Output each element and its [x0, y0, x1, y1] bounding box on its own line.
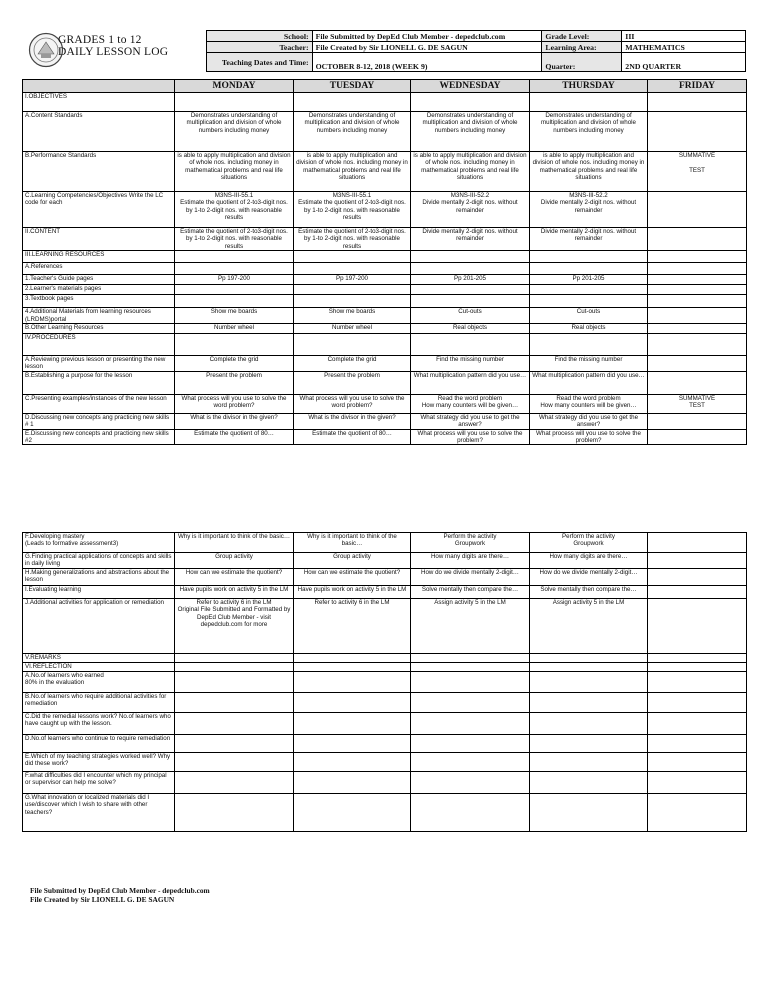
school-value: File Submitted by DepEd Club Member - depedclub.com: [312, 31, 542, 42]
day-cell-friday: [648, 771, 747, 793]
day-cell-thursday: [530, 793, 648, 831]
day-cell-friday: [648, 692, 747, 712]
row-label: IV.PROCEDURES: [23, 334, 175, 356]
day-cell-friday: SUMMATIVE TEST: [648, 152, 747, 192]
day-cell-thursday: M3NS-III-52.2 Divide mentally 2-digit nos. without remainder: [530, 192, 648, 228]
table-row: [23, 413, 747, 429]
table-row: [23, 553, 747, 569]
school-label: School:: [207, 31, 313, 42]
day-cell-monday: [175, 771, 294, 793]
day-cell-thursday: [530, 263, 648, 275]
day-cell-friday: [648, 93, 747, 112]
day-header-monday: MONDAY: [175, 80, 294, 93]
day-header-blank: [23, 80, 175, 93]
table-row: [23, 662, 747, 671]
day-cell-monday: [175, 662, 294, 671]
day-header-wednesday: WEDNESDAY: [411, 80, 530, 93]
day-cell-friday: [648, 334, 747, 356]
day-cell-friday: [648, 734, 747, 752]
teacher-value: File Created by Sir LIONELL G. DE SAGUN: [312, 42, 542, 53]
day-cell-tuesday: [294, 752, 411, 771]
day-cell-friday: SUMMATIVE TEST: [648, 394, 747, 413]
day-cell-tuesday: What process will you use to solve the word problem?: [294, 394, 411, 413]
day-cell-tuesday: [294, 671, 411, 692]
day-cell-thursday: Solve mentally then compare the…: [530, 585, 648, 598]
day-cell-friday: [648, 598, 747, 653]
day-cell-monday: [175, 285, 294, 295]
row-label: 2.Learner's materials pages: [23, 285, 175, 295]
day-cell-friday: [648, 324, 747, 334]
day-cell-thursday: [530, 752, 648, 771]
dates-value: OCTOBER 8-12, 2018 (WEEK 9): [312, 53, 542, 72]
row-label: A.References: [23, 263, 175, 275]
day-cell-tuesday: Refer to activity 6 in the LM: [294, 598, 411, 653]
row-label: C.Learning Competencies/Objectives Write the LC code for each: [23, 192, 175, 228]
table-row: [23, 112, 747, 152]
day-cell-wednesday: Demonstrates understanding of multiplication and division of whole numbers including money: [411, 112, 530, 152]
day-cell-wednesday: Read the word problem How many counters will be given…: [411, 394, 530, 413]
day-cell-monday: Show me boards: [175, 308, 294, 324]
day-cell-friday: [648, 308, 747, 324]
day-cell-friday: [648, 251, 747, 263]
day-cell-friday: [648, 371, 747, 394]
day-cell-monday: Group activity: [175, 553, 294, 569]
day-cell-wednesday: Perform the activity Groupwork: [411, 533, 530, 553]
row-label: VI.REFLECTION: [23, 662, 175, 671]
day-cell-tuesday: Have pupils work on activity 5 in the LM: [294, 585, 411, 598]
day-cell-thursday: [530, 285, 648, 295]
row-label: B.No.of learners who require additional activities for remediation: [23, 692, 175, 712]
day-cell-monday: Number wheel: [175, 324, 294, 334]
day-cell-monday: Estimate the quotient of 2-to3-digit nos. by 1-to 2-digit nos. with reasonable results: [175, 228, 294, 251]
day-cell-wednesday: Real objects: [411, 324, 530, 334]
day-cell-friday: [648, 295, 747, 308]
day-cell-monday: [175, 295, 294, 308]
table-row: [23, 429, 747, 445]
day-cell-wednesday: What strategy did you use to get the answer?: [411, 413, 530, 429]
day-cell-thursday: [530, 251, 648, 263]
day-cell-friday: [648, 533, 747, 553]
day-cell-monday: How can we estimate the quotient?: [175, 568, 294, 585]
info-table: [206, 30, 746, 72]
day-cell-thursday: [530, 692, 648, 712]
lesson-table-part-1: [22, 79, 747, 445]
teacher-label: Teacher:: [207, 42, 313, 53]
table-row: [23, 334, 747, 356]
row-label: 1.Teacher's Guide pages: [23, 275, 175, 285]
footer: [30, 886, 210, 904]
day-cell-tuesday: M3NS-III-55.1 Estimate the quotient of 2-to3-digit nos. by 1-to 2-digit nos. with reasonable results: [294, 192, 411, 228]
day-cell-friday: [648, 285, 747, 295]
day-cell-monday: What is the divisor in the given?: [175, 413, 294, 429]
day-cell-tuesday: [294, 285, 411, 295]
row-label: 4.Additional Materials from learning resources (LRDMS)portal: [23, 308, 175, 324]
day-cell-tuesday: Demonstrates understanding of multiplication and division of whole numbers including money: [294, 112, 411, 152]
day-cell-tuesday: Group activity: [294, 553, 411, 569]
day-cell-friday: [648, 192, 747, 228]
day-cell-tuesday: [294, 793, 411, 831]
day-cell-friday: [648, 413, 747, 429]
day-cell-thursday: Pp 201-205: [530, 275, 648, 285]
table-row: [23, 734, 747, 752]
day-cell-monday: [175, 793, 294, 831]
row-label: III.LEARNING RESOURCES: [23, 251, 175, 263]
day-cell-thursday: [530, 771, 648, 793]
day-cell-thursday: Real objects: [530, 324, 648, 334]
day-cell-monday: Refer to activity 6 in the LM Original File Submitted and Formatted by DepEd Club Member - visit depedclub.com for more: [175, 598, 294, 653]
table-row: [23, 192, 747, 228]
day-cell-thursday: [530, 662, 648, 671]
row-label: A.No.of learners who earned 80% in the evaluation: [23, 671, 175, 692]
day-cell-tuesday: [294, 251, 411, 263]
day-cell-wednesday: is able to apply multiplication and division of whole nos. including money in mathematical problems and real life situations: [411, 152, 530, 192]
day-cell-wednesday: Pp 201-205: [411, 275, 530, 285]
day-cell-wednesday: How do we divide mentally 2-digit…: [411, 568, 530, 585]
day-cell-thursday: What multiplication pattern did you use…: [530, 371, 648, 394]
day-cell-friday: [648, 356, 747, 372]
area-label: Learning Area:: [542, 42, 622, 53]
day-cell-tuesday: [294, 653, 411, 662]
day-cell-wednesday: Cut-outs: [411, 308, 530, 324]
table-row: [23, 712, 747, 734]
day-cell-tuesday: Present the problem: [294, 371, 411, 394]
day-cell-thursday: Demonstrates understanding of multiplication and division of whole numbers including money: [530, 112, 648, 152]
day-cell-thursday: Read the word problem How many counters will be given…: [530, 394, 648, 413]
day-header-row: [23, 80, 747, 93]
day-cell-tuesday: [294, 712, 411, 734]
table-row: [23, 285, 747, 295]
day-cell-monday: Present the problem: [175, 371, 294, 394]
row-label: B.Establishing a purpose for the lesson: [23, 371, 175, 394]
dates-label: Teaching Dates and Time:: [207, 53, 313, 72]
day-cell-wednesday: [411, 692, 530, 712]
quarter-label: Quarter:: [542, 53, 622, 72]
row-label: H.Making generalizations and abstractions about the lesson: [23, 568, 175, 585]
day-cell-wednesday: Solve mentally then compare the…: [411, 585, 530, 598]
table-row: [23, 152, 747, 192]
day-cell-monday: [175, 671, 294, 692]
day-cell-monday: M3NS-III-55.1 Estimate the quotient of 2-to3-digit nos. by 1-to 2-digit nos. with reasonable results: [175, 192, 294, 228]
day-cell-thursday: [530, 671, 648, 692]
day-cell-monday: Have pupils work on activity 5 in the LM: [175, 585, 294, 598]
day-cell-thursday: is able to apply multiplication and division of whole nos. including money in mathematical problems and real life situations: [530, 152, 648, 192]
day-cell-friday: [648, 112, 747, 152]
table-row: [23, 295, 747, 308]
day-cell-friday: [648, 752, 747, 771]
day-cell-monday: [175, 712, 294, 734]
day-cell-tuesday: How can we estimate the quotient?: [294, 568, 411, 585]
row-label: B.Performance Standards: [23, 152, 175, 192]
lesson-table-part-2: [22, 532, 747, 832]
day-cell-wednesday: What multiplication pattern did you use…: [411, 371, 530, 394]
day-cell-friday: [648, 585, 747, 598]
day-cell-tuesday: [294, 662, 411, 671]
day-cell-wednesday: What process will you use to solve the problem?: [411, 429, 530, 445]
day-header-tuesday: TUESDAY: [294, 80, 411, 93]
day-cell-thursday: How do we divide mentally 2-digit…: [530, 568, 648, 585]
day-cell-monday: Why is it important to think of the basic…: [175, 533, 294, 553]
day-cell-wednesday: [411, 251, 530, 263]
table-row: [23, 228, 747, 251]
day-cell-thursday: [530, 93, 648, 112]
day-cell-friday: [648, 671, 747, 692]
day-cell-wednesday: Divide mentally 2-digit nos. without remainder: [411, 228, 530, 251]
table-row: [23, 752, 747, 771]
day-cell-tuesday: Estimate the quotient of 2-to3-digit nos. by 1-to 2-digit nos. with reasonable results: [294, 228, 411, 251]
day-cell-monday: [175, 653, 294, 662]
footer-line-1: File Submitted by DepEd Club Member - depedclub.com: [30, 886, 210, 895]
day-cell-wednesday: How many digits are there…: [411, 553, 530, 569]
table-row: [23, 793, 747, 831]
day-cell-tuesday: Show me boards: [294, 308, 411, 324]
day-cell-thursday: Cut-outs: [530, 308, 648, 324]
day-cell-friday: [648, 429, 747, 445]
title-line-2: DAILY LESSON LOG: [58, 46, 169, 58]
row-label: J.Additional activities for application or remediation: [23, 598, 175, 653]
grade-label: Grade Level:: [542, 31, 622, 42]
day-cell-thursday: What strategy did you use to get the answer?: [530, 413, 648, 429]
day-cell-friday: [648, 568, 747, 585]
grade-value: III: [622, 31, 746, 42]
day-cell-friday: [648, 553, 747, 569]
day-cell-tuesday: [294, 334, 411, 356]
row-label: D.Discussing new concepts ang practicing new skills # 1: [23, 413, 175, 429]
day-cell-thursday: Find the missing number: [530, 356, 648, 372]
day-cell-friday: [648, 653, 747, 662]
row-label: A.Content Standards: [23, 112, 175, 152]
day-cell-wednesday: Find the missing number: [411, 356, 530, 372]
day-cell-tuesday: [294, 771, 411, 793]
day-cell-tuesday: Complete the grid: [294, 356, 411, 372]
row-label: A.Reviewing previous lesson or presenting the new lesson: [23, 356, 175, 372]
day-cell-tuesday: is able to apply multiplication and division of whole nos. including money in mathematical problems and real life situations: [294, 152, 411, 192]
table-row: [23, 771, 747, 793]
row-label: C.Presenting examples/instances of the new lesson: [23, 394, 175, 413]
table-row: [23, 371, 747, 394]
table-row: [23, 671, 747, 692]
day-cell-thursday: What process will you use to solve the problem?: [530, 429, 648, 445]
row-label: G.What innovation or localized materials did I use/discover which I wish to share with other teachers?: [23, 793, 175, 831]
day-cell-monday: Pp 197-200: [175, 275, 294, 285]
row-label: B.Other Learning Resources: [23, 324, 175, 334]
day-cell-wednesday: [411, 771, 530, 793]
day-cell-wednesday: [411, 662, 530, 671]
day-cell-tuesday: [294, 263, 411, 275]
day-cell-monday: Demonstrates understanding of multiplication and division of whole numbers including money: [175, 112, 294, 152]
day-cell-tuesday: Number wheel: [294, 324, 411, 334]
row-label: V.REMARKS: [23, 653, 175, 662]
day-cell-thursday: Assign activity 5 in the LM: [530, 598, 648, 653]
day-cell-monday: [175, 251, 294, 263]
day-cell-friday: [648, 662, 747, 671]
day-cell-tuesday: [294, 93, 411, 112]
day-cell-wednesday: [411, 752, 530, 771]
day-cell-wednesday: [411, 712, 530, 734]
table-row: [23, 324, 747, 334]
row-label: I.OBJECTIVES: [23, 93, 175, 112]
day-cell-wednesday: [411, 653, 530, 662]
header: [22, 30, 746, 72]
quarter-value: 2ND QUARTER: [622, 53, 746, 72]
day-cell-wednesday: [411, 263, 530, 275]
day-cell-monday: [175, 334, 294, 356]
table-row: [23, 585, 747, 598]
table-row: [23, 356, 747, 372]
table-row: [23, 533, 747, 553]
table-row: [23, 394, 747, 413]
row-label: E.Discussing new concepts and practicing new skills #2: [23, 429, 175, 445]
day-cell-wednesday: [411, 671, 530, 692]
day-cell-thursday: [530, 653, 648, 662]
table-row: [23, 598, 747, 653]
table-row: [23, 568, 747, 585]
day-cell-friday: [648, 712, 747, 734]
day-cell-wednesday: Assign activity 5 in the LM: [411, 598, 530, 653]
day-cell-tuesday: Why is it important to think of the basic…: [294, 533, 411, 553]
table-row: [23, 308, 747, 324]
day-cell-thursday: [530, 712, 648, 734]
table-row: [23, 653, 747, 662]
row-label: F.what difficulties did I encounter which my principal or supervisor can help me solve?: [23, 771, 175, 793]
table-row: [23, 251, 747, 263]
day-cell-tuesday: Pp 197-200: [294, 275, 411, 285]
day-cell-thursday: [530, 295, 648, 308]
row-label: II.CONTENT: [23, 228, 175, 251]
row-label: G.Finding practical applications of concepts and skills in daily living: [23, 553, 175, 569]
day-cell-monday: [175, 692, 294, 712]
day-cell-friday: [648, 228, 747, 251]
day-cell-wednesday: [411, 793, 530, 831]
day-cell-wednesday: [411, 334, 530, 356]
day-cell-thursday: Divide mentally 2-digit nos. without remainder: [530, 228, 648, 251]
row-label: F.Developing mastery (Leads to formative assessment3): [23, 533, 175, 553]
row-label: I.Evaluating learning: [23, 585, 175, 598]
day-cell-tuesday: What is the divisor in the given?: [294, 413, 411, 429]
day-cell-tuesday: [294, 295, 411, 308]
day-cell-thursday: Perform the activity Groupwork: [530, 533, 648, 553]
day-cell-thursday: How many digits are there…: [530, 553, 648, 569]
table-row: [23, 692, 747, 712]
day-cell-monday: is able to apply multiplication and division of whole nos. including money in mathematical problems and real life situations: [175, 152, 294, 192]
day-cell-monday: [175, 93, 294, 112]
day-cell-friday: [648, 263, 747, 275]
day-cell-tuesday: [294, 692, 411, 712]
day-cell-thursday: [530, 334, 648, 356]
day-cell-monday: [175, 263, 294, 275]
day-cell-friday: [648, 793, 747, 831]
row-label: 3.Textbook pages: [23, 295, 175, 308]
day-cell-wednesday: [411, 93, 530, 112]
row-label: C.Did the remedial lessons work? No.of learners who have caught up with the lesson.: [23, 712, 175, 734]
day-cell-tuesday: Estimate the quotient of 80…: [294, 429, 411, 445]
footer-line-2: File Created by Sir LIONELL G. DE SAGUN: [30, 895, 175, 904]
area-value: MATHEMATICS: [622, 42, 746, 53]
day-cell-monday: [175, 752, 294, 771]
day-header-thursday: THURSDAY: [530, 80, 648, 93]
day-cell-wednesday: M3NS-III-52.2 Divide mentally 2-digit nos. without remainder: [411, 192, 530, 228]
day-cell-friday: [648, 275, 747, 285]
day-header-friday: FRIDAY: [648, 80, 747, 93]
table-row: [23, 275, 747, 285]
day-cell-monday: What process will you use to solve the word problem?: [175, 394, 294, 413]
day-cell-thursday: [530, 734, 648, 752]
table-row: [23, 263, 747, 275]
row-label: D.No.of learners who continue to require remediation: [23, 734, 175, 752]
table-row: [23, 93, 747, 112]
logo-block: [22, 30, 206, 72]
day-cell-monday: Estimate the quotient of 80…: [175, 429, 294, 445]
day-cell-wednesday: [411, 285, 530, 295]
row-label: E.Which of my teaching strategies worked well? Why did these work?: [23, 752, 175, 771]
day-cell-monday: Complete the grid: [175, 356, 294, 372]
day-cell-wednesday: [411, 734, 530, 752]
title-line-1: GRADES 1 to 12: [58, 34, 142, 46]
day-cell-monday: [175, 734, 294, 752]
log-title: [58, 34, 168, 58]
day-cell-tuesday: [294, 734, 411, 752]
day-cell-wednesday: [411, 295, 530, 308]
